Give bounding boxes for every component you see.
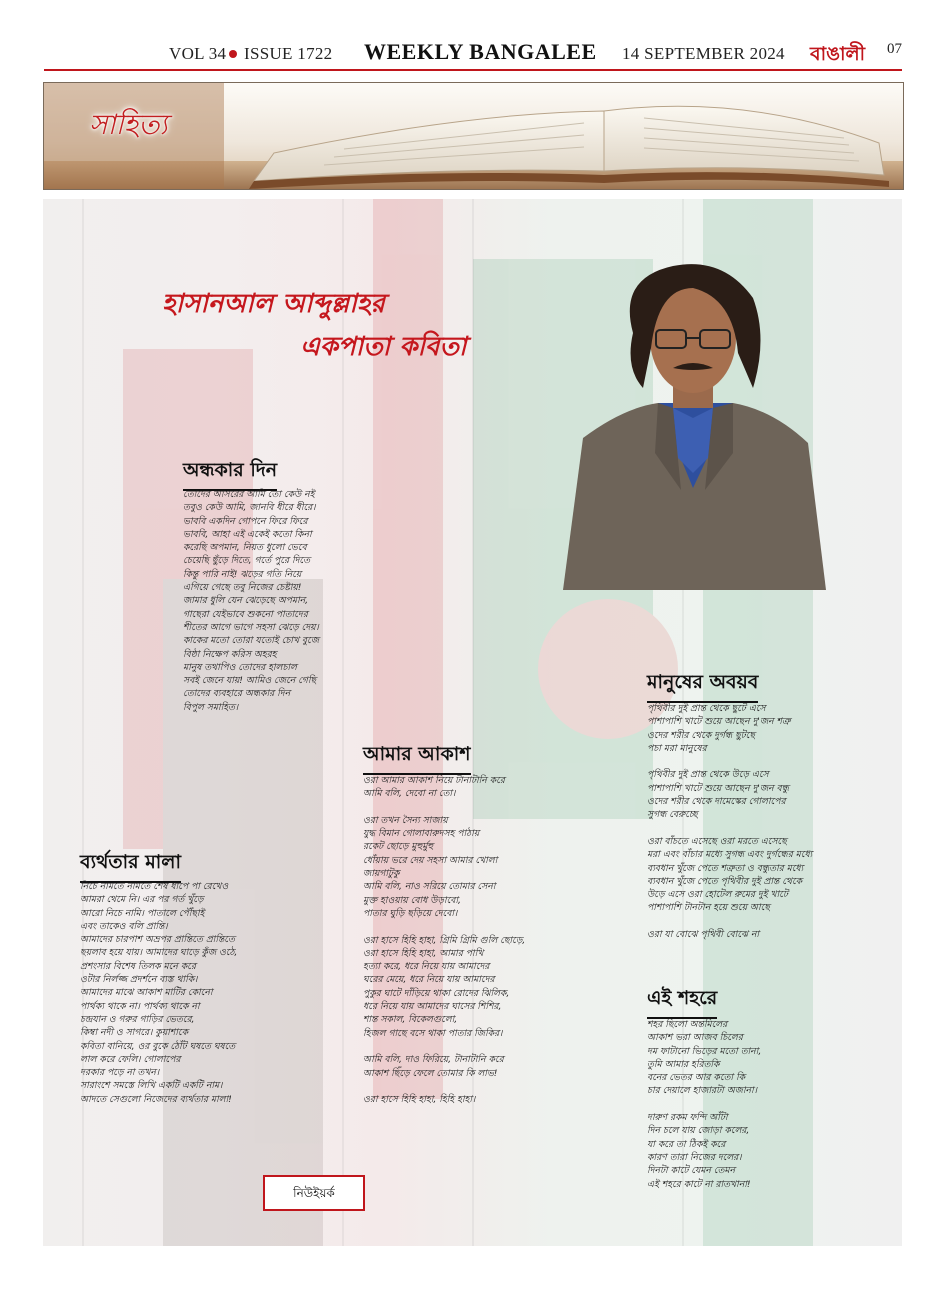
poem-title-manusher-oboyob [647,668,758,703]
volume-label: VOL 34 [169,44,227,63]
poem-title-ei-shohore [647,984,717,1019]
poem-body-ei-shohore: শহর ছিলো অন্তমিলের আকাশ ভরা আজব চিলের দম ফাটানো ভিড়ের মতো তানা, তুমি আমার হরিতকি বনের ভেতর আর কতো কি চার দেয়ালে হাজারটা অজানা। দারুণ রকম ফন্দি আঁটা দিন চলে যায় জোড়া কলের, যা করে তা ঠিকই করে কারণ তারা নিজের দলের। দিনটা কাটে যেমন তেমন এই শহরে কাটে না রাতখানা! [647,1019,762,1190]
logo-text: বাঙালী [810,43,866,65]
poem-body-byorthotar-mala: নিচে নামতে নামতে শেষ ধাপে পা রেখেও আমরা থেমে নি। এর পর গর্ত খুঁড়ে আরো নিচে নামি। পাতালে পৌঁছাই এবং তাকেও বলি প্রান্তি। আমাদের চারপাশ অভ্রপর প্রান্তিতে প্রান্তিতে ছয়লাব হয়ে যায়। আমাদের ঘাড়ে কুঁজ ওঠে, প্রশংসার বিশেষ তিলক মনে করে ওটার নির্লজ্জ প্রদর্শনে ব্যস্ত থাকি। আমাদের মাঝে আকাশ মাটির কোনো পার্থক্য থাকে না। পার্থক্য থাকে না চন্দ্রযান ও গরুর গাড়ির ভেতরে, কিম্বা নদী ও সাগরে। কুয়াশাকে কবিতা বানিয়ে, ওর বুকে ঠোঁট ঘষতে ঘষতে লাল করে ফেলি। গোলাপের দরকার পড়ে না তখন। সারাংশে সমস্তে লিখি একটি একটি নাম। আদতে সেগুলো নিজেদের ব্যর্থতার মালা! [80,881,238,1105]
publication-title: WEEKLY BANGALEE [364,39,597,64]
poem-title-andhokar-din [183,456,277,491]
poem-body-amar-akash: ওরা আমার আকাশ নিয়ে টানাটানি করে আমি বলি, দেবো না তো। ওরা তখন সৈন্য সাজায় যুদ্ধ বিমান গোলাবারুদসহ পাঠায় রকেট ছোড়ে মুহুর্মুহু ধোঁয়ায় ভরে দেয় সহসা আমার খোলা জায়গাটুকু আমি বলি, নাও সরিয়ে তোমার সেনা মুক্ত হাওয়ায় বোধ উড়াবো, পাতার ঘুড়ি ছড়িয়ে দেবো। ওরা হাসে হিহি হাহা, গ্রিমি গ্রিমি গুলি ছোড়ে, ওরা হাসে হিহি হাহা, আমার পাখি হত্যা করে, ধরে নিয়ে যায় আমাদের ঘরের মেয়ে, ধরে নিয়ে যায় আমাদের পুকুর ঘাটে দাঁড়িয়ে থাকা রোদের ঝিলিক, ধরে নিয়ে যায় আমাদের ঘাসের শিশির, শান্ত সকাল, বিকেলগুলো, হিজল গাছে বসে থাকা পাতার জিকির। আমি বলি, দাও ফিরিয়ে, টানাটানি করে আকাশ ছিঁড়ে ফেলে তোমার কি লাভ! ওরা হাসে হিহি হাহা, হিহি হাহা। [363,775,526,1106]
section-banner [43,82,904,190]
poem-title-text: আমার আকাশ [363,743,471,765]
article-title-line1: হাসানআল আব্দুল্লাহর [162,289,385,319]
issue-date: 14 SEPTEMBER 2024 [622,44,785,63]
separator-dot [229,50,237,58]
page-number: 07 [887,41,902,57]
poem-title-byorthotar-mala [80,848,181,883]
page-header [44,36,902,70]
poem-body-manusher-oboyob: পৃথিবীর দুই প্রান্ত থেকে ছুটে এসে পাশাপাশি খাটে শুয়ে আছেন দু'জন শত্রু ওদের শরীর থেকে দুর্গন্ধ ছুটছে পচা মরা মানুষের পৃথিবীর দুই প্রান্ত থেকে উড়ে এসে পাশাপাশি খাটে শুয়ে আছেন দু'জন বন্ধু ওদের শরীর থেকে দামেস্কের গোলাপের সুগন্ধ বেরুচ্ছে ওরা বাঁচতে এসেছে ওরা মরতে এসেছে মরা এবং বাঁচার মধ্যে সুগন্ধ এবং দুর্গন্ধের মধ্যে ব্যবধান খুঁজে পেতে শত্রুতা ও বন্ধুতার মধ্যে ব্যবধান খুঁজে পেতে পৃথিবীর দুই প্রান্ত থেকে উড়ে এসে ওরা হোটেল রুমের দুই খাটে পাশাপাশি টানটান হয়ে শুয়ে আছে ওরা যা বোঝে পৃথিবী বোঝে না [647,703,813,941]
header-rule [44,69,902,71]
poem-body-andhokar-din: তোদের আসরের আমি তো কেউ নই তবুও কেউ আমি, জানবি ধীরে ধীরে। ভাববি একদিন গোপনে ফিরে ফিরে ভাববি, আহা এই একেই কতো কিনা করেছি অপমান, নিয়ত ধুলো ভেবে চেয়েছি ছুঁড়ে দিতে, গর্তে পুরে দিতে কিন্তু পারি নাই! ঝড়ের গতি নিয়ে এগিয়ে গেছে তবু নিজের চেষ্টায়! জামার ধুলি যেন ঝেড়েছে অপমান, গাছেরা যেইভাবে শুকনো পাতাদের শীতের আগে ভাগে সহসা ঝেড়ে দেয়। কাকের মতো তোরা যতোই চোখ বুজে বিষ্ঠা নিক্ষেপ করিস অহরহ মানুষ তথাপিও তোদের হালচাল সবই জেনে যায়! আমিও জেনে গেছি তোদের ব্যবহারে অন্ধকার দিন বিপুল সমাহিত। [183,489,319,713]
poem-title-amar-akash [363,740,471,775]
poem-title-text: এই শহরে [647,987,718,1009]
article-title-line2: একপাতা কবিতা [300,332,467,362]
location-label: নিউইয়র্ক [263,1175,365,1211]
poet-portrait [563,258,826,590]
section-title: সাহিত্য [89,108,168,141]
open-book-illustration [44,83,903,189]
brand-logo [806,36,872,68]
issue-label: ISSUE 1722 [244,44,333,63]
poem-title-text: অন্ধকার দিন [183,459,278,481]
poem-title-text: ব্যর্থতার মালা [80,851,181,873]
poem-title-text: মানুষের অবয়ব [647,671,759,693]
